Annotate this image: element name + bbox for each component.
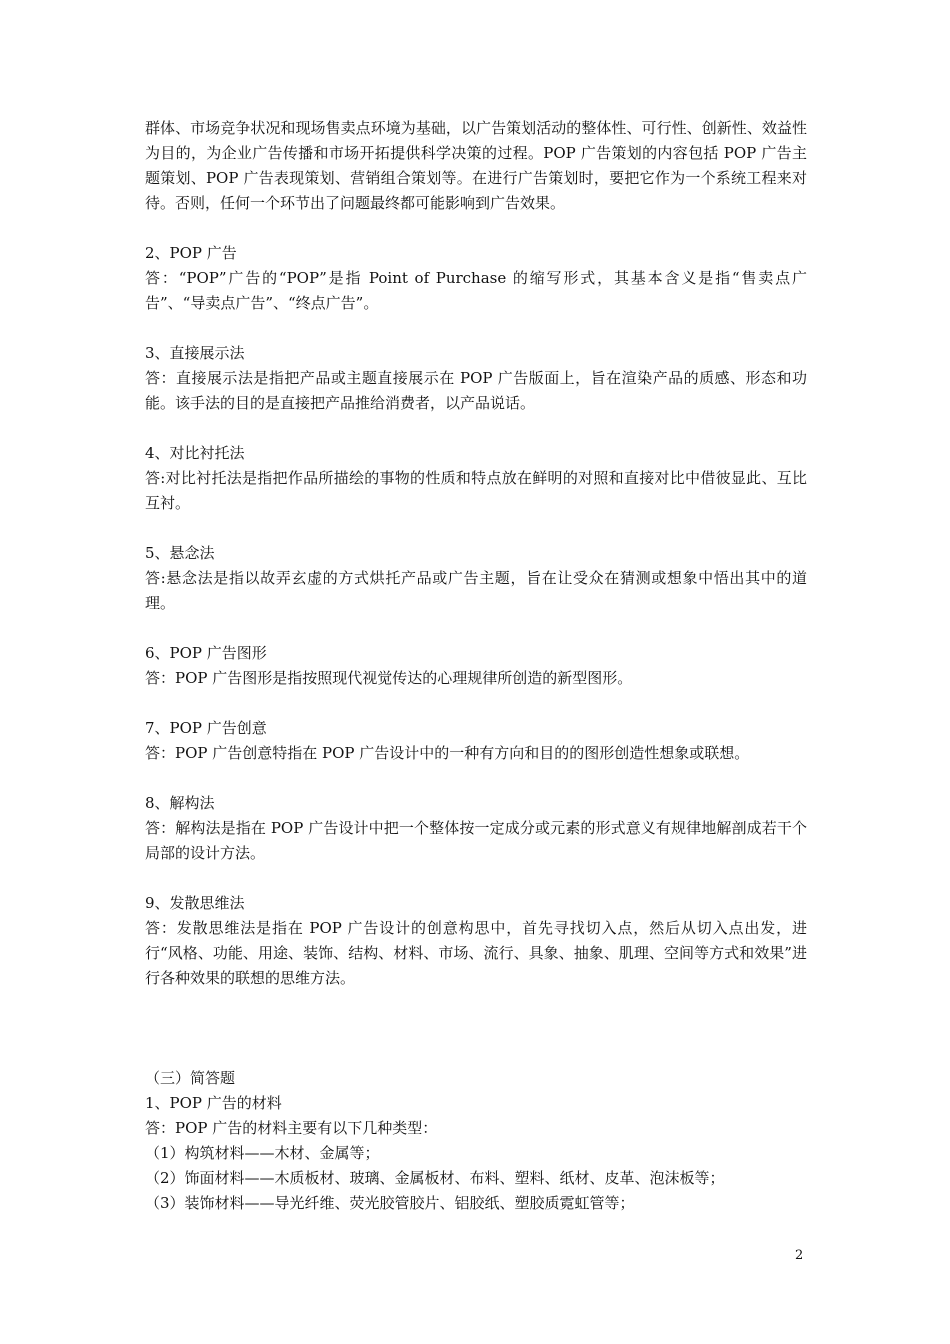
term-definition	[145, 541, 807, 616]
term-answer: 答：解构法是指在 POP 广告设计中把一个整体按一定成分或元素的形式意义有规律地解剖成若干个局部的设计方法。	[145, 819, 807, 862]
short-answer-section	[145, 1066, 807, 1216]
answer-item: （3）装饰材料——导光纤维、荧光胶管胶片、铝胶纸、塑胶质霓虹管等；	[145, 1194, 635, 1212]
term-definition	[145, 716, 807, 766]
term-title: 6、POP 广告图形	[145, 644, 267, 662]
term-definition	[145, 891, 807, 991]
term-title: 4、对比衬托法	[145, 444, 245, 462]
answer-item: （1）构筑材料——木材、金属等；	[145, 1144, 380, 1162]
blank-line	[145, 1016, 807, 1041]
blank-line	[145, 1041, 807, 1066]
term-title: 3、直接展示法	[145, 344, 245, 362]
term-answer: 答：直接展示法是指把产品或主题直接展示在 POP 广告版面上，旨在渲染产品的质感、形态和功能。该手法的目的是直接把产品推给消费者，以产品说话。	[145, 369, 807, 412]
term-title: 7、POP 广告创意	[145, 719, 267, 737]
term-definition	[145, 441, 807, 516]
term-answer: 答:对比衬托法是指把作品所描绘的事物的性质和特点放在鲜明的对照和直接对比中借彼显此、互比互衬。	[145, 469, 807, 512]
term-answer: 答：“POP”广告的“POP”是指 Point of Purchase 的缩写形式，其基本含义是指“售卖点广告”、“导卖点广告”、“终点广告”。	[145, 269, 807, 312]
answer-item: （2）饰面材料——木质板材、玻璃、金属板材、布料、塑料、纸材、皮革、泡沫板等；	[145, 1169, 725, 1187]
term-title: 9、发散思维法	[145, 894, 245, 912]
section-title: （三）简答题	[145, 1069, 236, 1087]
term-title: 8、解构法	[145, 794, 215, 812]
page-number: 2	[795, 1248, 804, 1263]
term-answer: 答：POP 广告图形是指按照现代视觉传达的心理规律所创造的新型图形。	[145, 669, 633, 687]
term-answer: 答：POP 广告创意特指在 POP 广告设计中的一种有方向和目的的图形创造性想象或联想。	[145, 744, 750, 762]
term-answer: 答：发散思维法是指在 POP 广告设计的创意构思中，首先寻找切入点，然后从切入点出发，进行“风格、功能、用途、装饰、结构、材料、市场、流行、具象、抽象、肌理、空间等方式和效果”进行各种效果的联想的思维方法。	[145, 919, 807, 987]
term-title: 2、POP 广告	[145, 244, 237, 262]
intro-paragraph: 群体、市场竞争状况和现场售卖点环境为基础，以广告策划活动的整体性、可行性、创新性、效益性为目的，为企业广告传播和市场开拓提供科学决策的过程。POP 广告策划的内容包括 POP 广告主题策划、POP 广告表现策划、营销组合策划等。在进行广告策划时，要把它作为一个系统工程来对待。否则，任何一个环节出了问题最终都可能影响到广告效果。	[145, 119, 807, 212]
question-title: 1、POP 广告的材料	[145, 1094, 282, 1112]
term-definition	[145, 641, 807, 691]
term-title: 5、悬念法	[145, 544, 215, 562]
term-answer: 答:悬念法是指以故弄玄虚的方式烘托产品或广告主题，旨在让受众在猜测或想象中悟出其中的道理。	[145, 569, 807, 612]
term-definition	[145, 791, 807, 866]
document-page	[145, 116, 807, 1216]
term-definition	[145, 241, 807, 316]
term-definition	[145, 341, 807, 416]
answer-intro: 答：POP 广告的材料主要有以下几种类型：	[145, 1119, 438, 1137]
